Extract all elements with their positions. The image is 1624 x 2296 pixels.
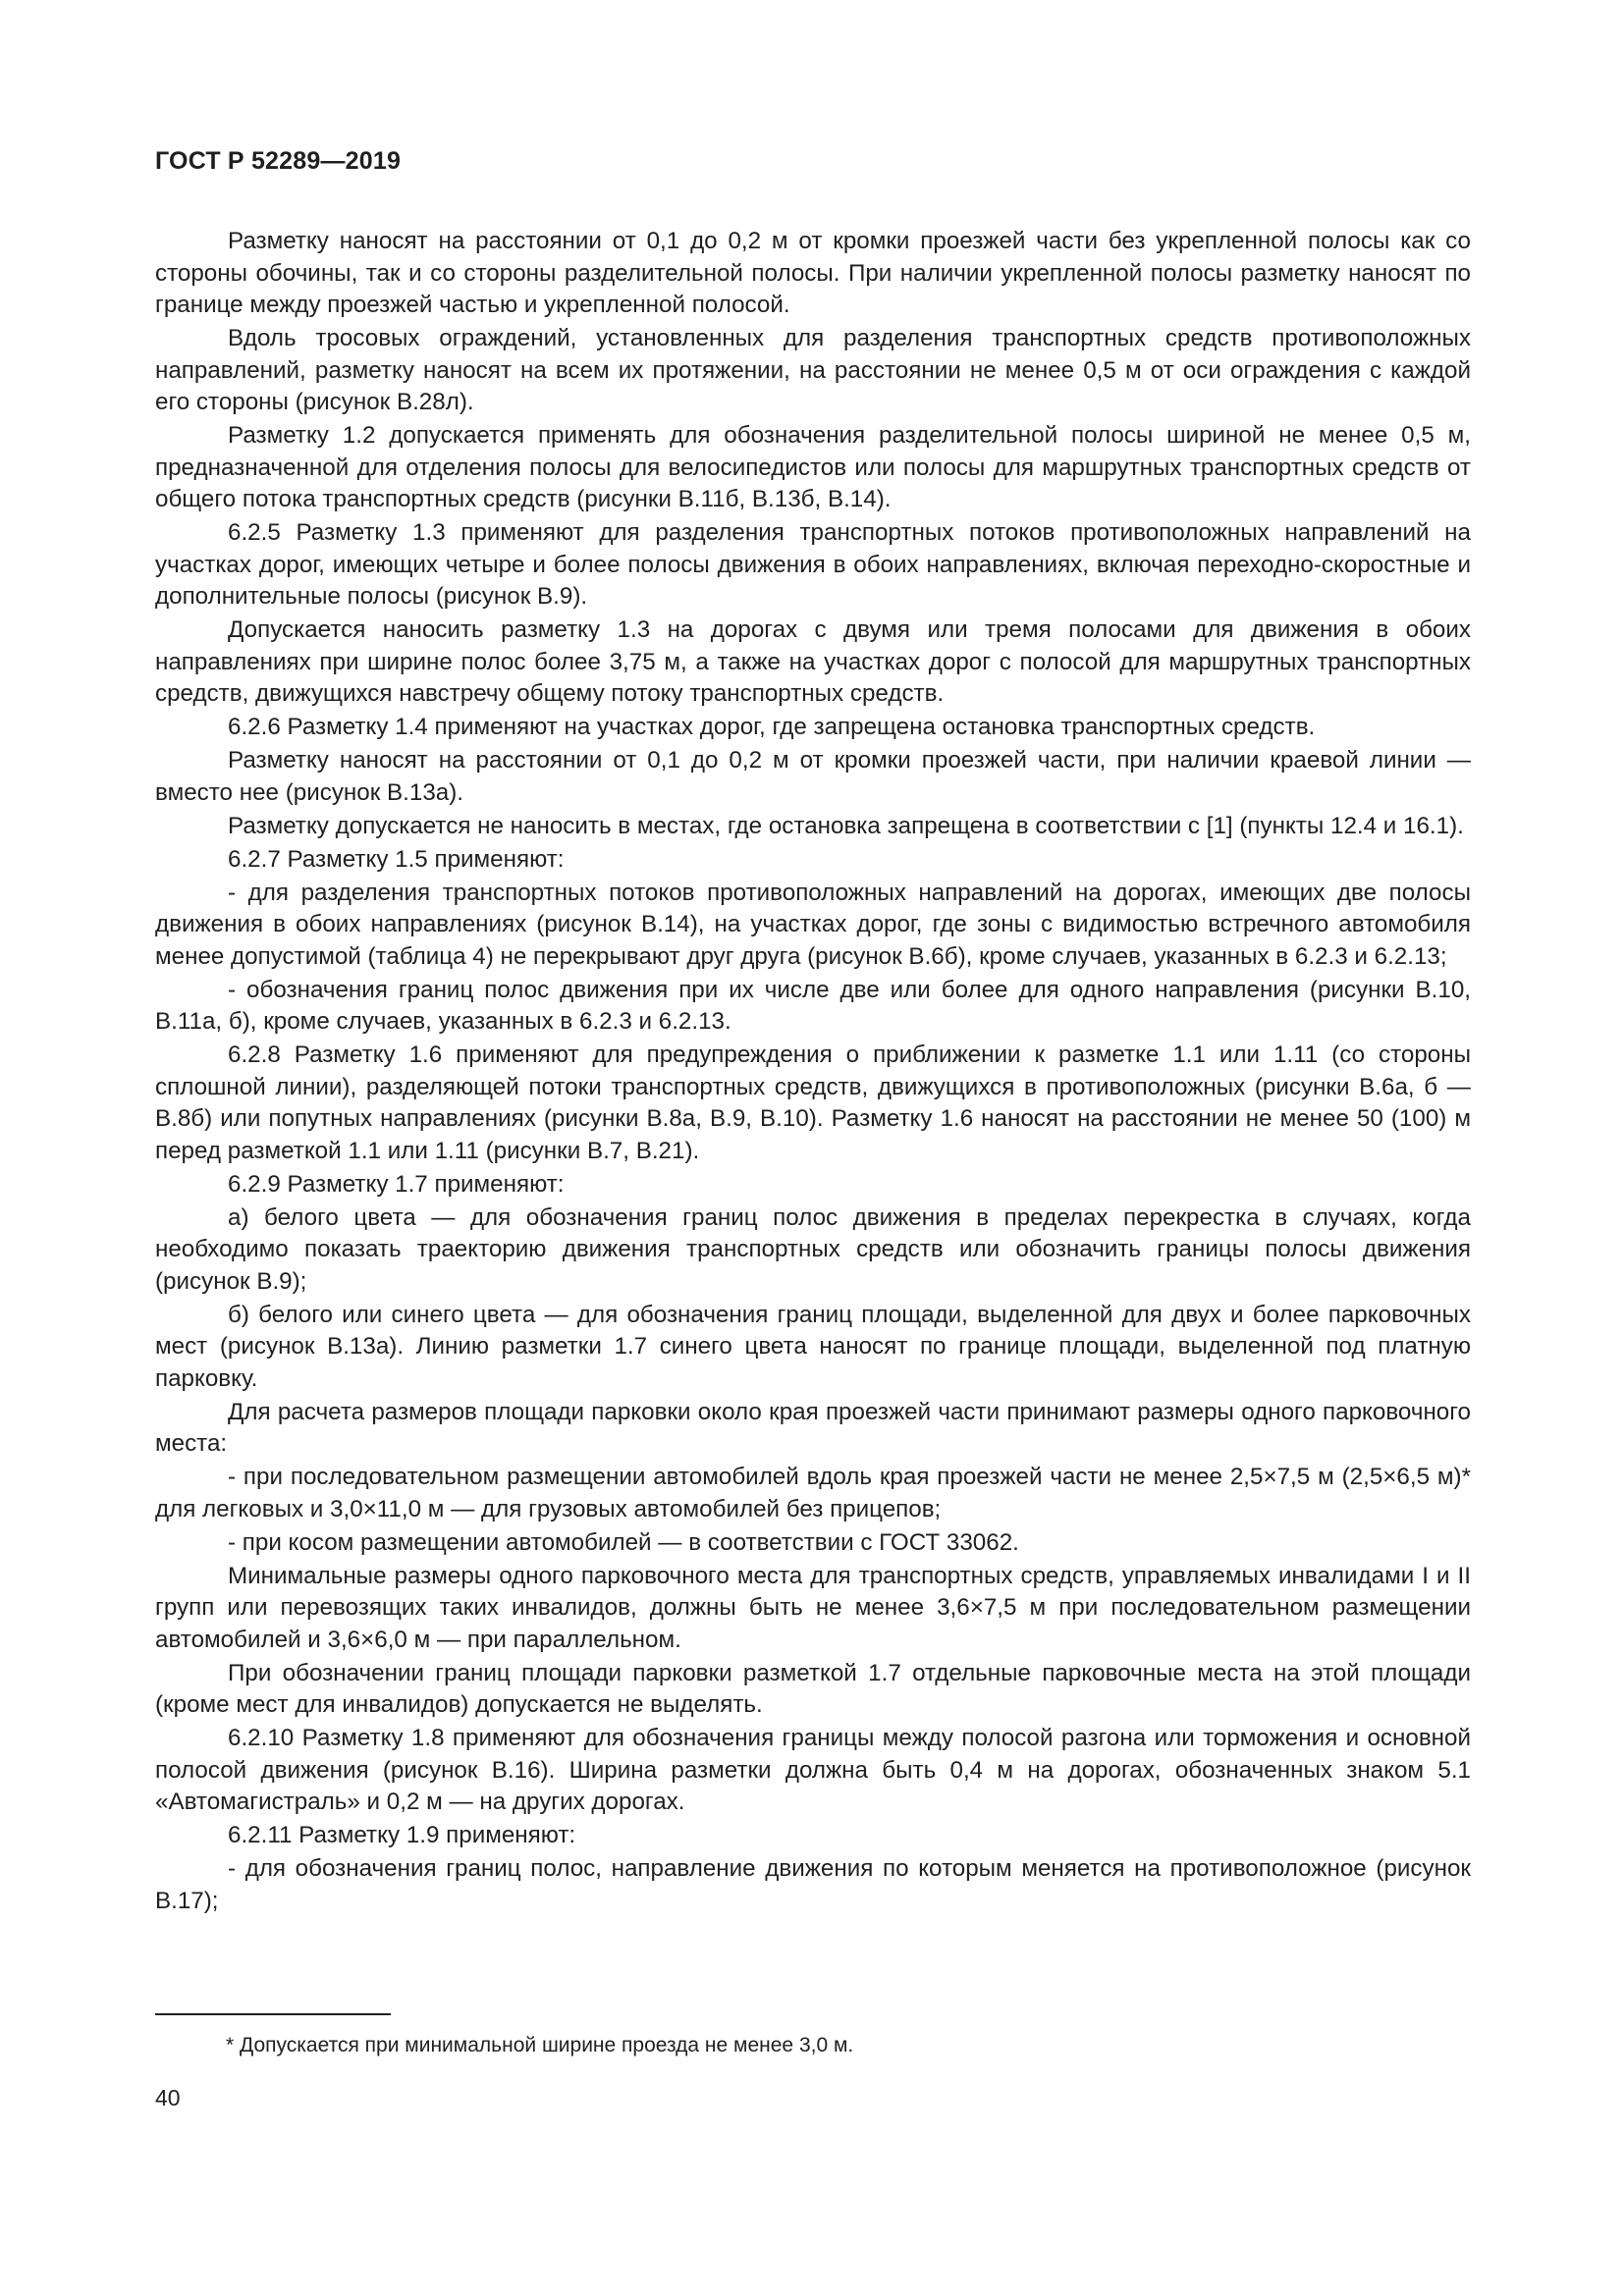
paragraph: а) белого цвета — для обозначения границ полос движения в пределах перекрестка в случаях, когда необходимо показать траекторию движения транспортных средств или обозначить границы полосы движения (рисунок В.9); <box>155 1203 1471 1295</box>
body-text <box>155 226 1471 1919</box>
paragraph: Разметку допускается не наносить в местах, где остановка запрещена в соответствии с [1] (пункты 12.4 и 16.1). <box>228 812 1464 839</box>
document-header: ГОСТ Р 52289—2019 <box>155 147 402 175</box>
paragraph: 6.2.7 Разметку 1.5 применяют: <box>228 845 565 873</box>
paragraph: Вдоль тросовых ограждений, установленных для разделения транспортных средств противоположных направлений, разметку наносят на всем их протяжении, на расстоянии не менее 0,5 м от оси ограждения с каждой его стороны (рисунок В.28л). <box>155 325 1471 415</box>
footnote: * Допускается при минимальной ширине проезда не менее 3,0 м. <box>226 2034 854 2056</box>
footnote-divider <box>155 2013 391 2015</box>
paragraph: При обозначении границ площади парковки разметкой 1.7 отдельные парковочные места на этой площади (кроме мест для инвалидов) допускается не выделять. <box>155 1659 1471 1718</box>
paragraph: - при последовательном размещении автомобилей вдоль края проезжей части не менее 2,5×7,5 м (2,5×6,5 м)* для легковых и 3,0×11,0 м — для грузовых автомобилей без прицепов; <box>155 1464 1471 1522</box>
paragraph: Разметку 1.2 допускается применять для обозначения разделительной полосы шириной не менее 0,5 м, предназначенной для отделения полосы для велосипедистов или полосы для маршрутных транспортных средств от общего потока транспортных средств (рисунки В.11б, В.13б, В.14). <box>155 422 1471 512</box>
paragraph: 6.2.8 Разметку 1.6 применяют для предупреждения о приближении к разметке 1.1 или 1.11 (со стороны сплошной линии), разделяющей потоки транспортных средств, движущихся в противоположных (рисунки В.6а, б — В.8б) или попутных направлениях (рисунки В.8а, В.9, В.10). Разметку 1.6 наносят на расстоянии не менее 50 (100) м перед разметкой 1.1 или 1.11 (рисунки В.7, В.21). <box>155 1041 1471 1164</box>
paragraph: 6.2.11 Разметку 1.9 применяют: <box>228 1822 576 1848</box>
paragraph: Разметку наносят на расстоянии от 0,1 до 0,2 м от кромки проезжей части без укрепленной полосы как со стороны обочины, так и со стороны разделительной полосы. При наличии укрепленной полосы разметку наносят по границе между проезжей частью и укрепленной полосой. <box>155 228 1471 318</box>
paragraph: Для расчета размеров площади парковки около края проезжей части принимают размеры одного парковочного места: <box>155 1398 1471 1457</box>
paragraph: 6.2.6 Разметку 1.4 применяют на участках дорог, где запрещена остановка транспортных средств. <box>228 714 1316 740</box>
paragraph: Допускается наносить разметку 1.3 на дорогах с двумя или тремя полосами для движения в обоих направлениях при ширине полос более 3,75 м, а также на участках дорог с полосой для маршрутных транспортных средств, движущихся навстречу общему потоку транспортных средств. <box>155 616 1471 707</box>
paragraph: Разметку наносят на расстоянии от 0,1 до 0,2 м от кромки проезжей части, при наличии краевой линии — вместо нее (рисунок В.13а). <box>155 747 1471 806</box>
paragraph: - для обозначения границ полос, направление движения по которым меняется на противоположное (рисунок В.17); <box>155 1855 1471 1914</box>
page-number: 40 <box>155 2085 181 2110</box>
paragraph: 6.2.5 Разметку 1.3 применяют для разделения транспортных потоков противоположных направлений на участках дорог, имеющих четыре и более полосы движения в обоих направлениях, включая переходно-скоростные и дополнительные полосы (рисунок В.9). <box>155 519 1471 610</box>
paragraph: 6.2.9 Разметку 1.7 применяют: <box>228 1170 565 1198</box>
paragraph: Минимальные размеры одного парковочного места для транспортных средств, управляемых инвалидами I и II групп или перевозящих таких инвалидов, должны быть не менее 3,6×7,5 м при последовательном размещении автомобилей и 3,6×6,0 м — при параллельном. <box>155 1562 1471 1653</box>
paragraph: - при косом размещении автомобилей — в соответствии с ГОСТ 33062. <box>228 1528 1019 1556</box>
paragraph: б) белого или синего цвета — для обозначения границ площади, выделенной для двух и более парковочных мест (рисунок В.13а). Линию разметки 1.7 синего цвета наносят по границе площади, выделенной под платную парковку. <box>155 1301 1471 1392</box>
paragraph: - обозначения границ полос движения при их числе две или более для одного направления (рисунки В.10, В.11а, б), кроме случаев, указанных в 6.2.3 и 6.2.13. <box>155 976 1471 1035</box>
paragraph: - для разделения транспортных потоков противоположных направлений на дорогах, имеющих две полосы движения в обоих направлениях (рисунок В.14), на участках дорог, где зоны с видимостью встречного автомобиля менее допустимой (таблица 4) не перекрывают друг друга (рисунок В.6б), кроме случаев, указанных в 6.2.3 и 6.2.13; <box>155 879 1471 970</box>
paragraph: 6.2.10 Разметку 1.8 применяют для обозначения границы между полосой разгона или торможения и основной полосой движения (рисунок В.16). Ширина разметки должна быть 0,4 м на дорогах, обозначенных знаком 5.1 «Автомагистраль» и 0,2 м — на других дорогах. <box>155 1725 1471 1815</box>
